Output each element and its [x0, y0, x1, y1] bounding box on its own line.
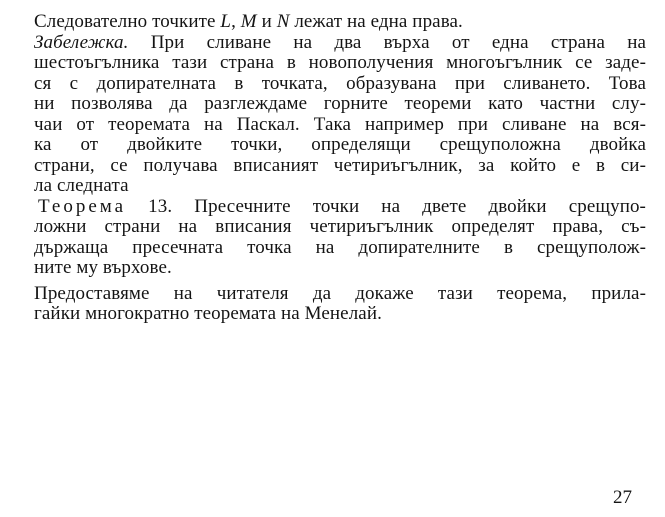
text-line-3: шестоъгълника тази страна в новополучения многоъгълник се заде-	[34, 52, 646, 73]
text-line-8: страни, се получава вписаният четириъгълник, за който е в си-	[34, 154, 646, 176]
text-line-7: ка от двойките точки, определящи срещуположна двойка	[34, 134, 646, 155]
text-line-12: държаща пресечната точка на допирателните в срещуполож-	[34, 236, 646, 258]
text-segment: 13. Пресечните точки на двете двойки срещупо-	[126, 195, 646, 217]
theorem-heading: Теорема	[38, 195, 127, 217]
text-line-1	[34, 12, 646, 33]
text-line-15: гайки многократно теоремата на Менелай.	[34, 303, 382, 324]
text-line-14: Предоставяме на читателя да докаже тази теорема, прила-	[34, 282, 646, 304]
point-label-l: L	[220, 11, 232, 32]
text-segment: Следователно точките	[34, 11, 221, 32]
text-segment: и	[256, 11, 277, 32]
text-segment: ,	[231, 11, 241, 32]
text-line-2	[34, 33, 646, 54]
text-line-11: ложни страни на вписания четириъгълник определят права, съ-	[34, 216, 646, 237]
text-line-10	[34, 197, 646, 218]
text-line-9: ла следната	[34, 175, 129, 196]
text-line-13: ните му върхове.	[34, 257, 172, 278]
point-label-m: M	[240, 11, 257, 32]
remark-heading: Забележка.	[34, 31, 129, 53]
text-segment: При сливане на два върха от една страна на	[128, 31, 646, 53]
text-line-4: ся с допирателната в точката, образувана при сливането. Това	[34, 72, 646, 94]
text-segment: лежат на една права.	[289, 11, 463, 32]
page-number: 27	[613, 487, 632, 508]
text-line-5: ни позволява да разглеждаме горните теореми като частни слу-	[34, 93, 646, 114]
body-text	[34, 12, 646, 325]
point-label-n: N	[276, 11, 290, 32]
text-line-6: чаи от теоремата на Паскал. Така например при сливане на вся-	[34, 113, 646, 135]
